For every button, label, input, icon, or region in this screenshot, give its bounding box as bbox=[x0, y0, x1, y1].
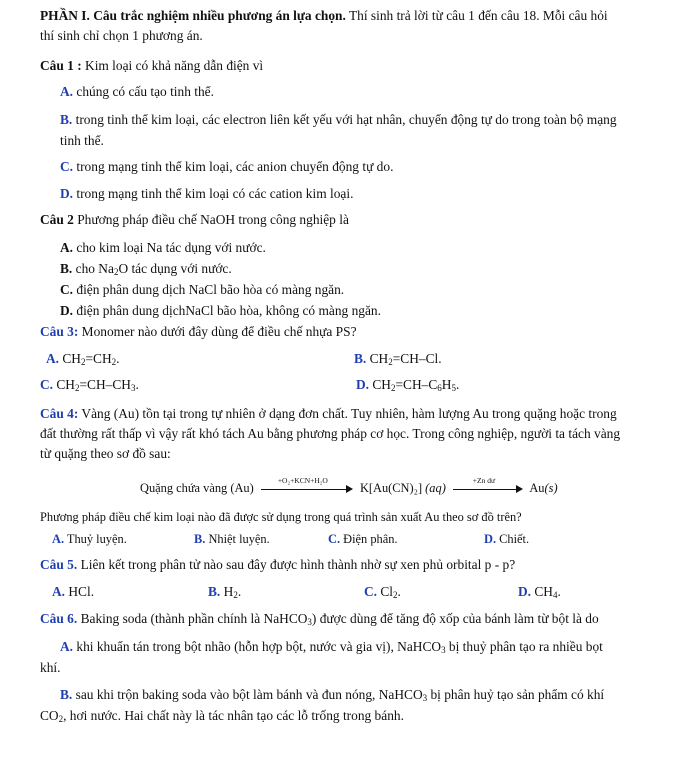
subscript: 2 bbox=[80, 357, 86, 367]
formula-part: . bbox=[135, 377, 139, 392]
q2-option-a-text: cho kim loại Na tác dụng với nước. bbox=[73, 240, 266, 255]
subscript: 2 bbox=[233, 590, 238, 600]
q2-option-b-text-end: O tác dụng với nước. bbox=[118, 261, 232, 276]
subscript: 2 bbox=[390, 383, 396, 393]
question-6 bbox=[40, 609, 660, 629]
q4-option-a-label: A. bbox=[52, 532, 65, 546]
subscript: 2 bbox=[74, 383, 80, 393]
q5-option-a[interactable] bbox=[52, 582, 94, 602]
formula-part: Cl bbox=[377, 584, 394, 599]
q3-option-b-label: B. bbox=[354, 351, 367, 366]
q4-option-a-text: Thuỷ luyện. bbox=[64, 532, 127, 546]
question-2-label: Câu 2 bbox=[40, 212, 74, 227]
subscript: 3 bbox=[422, 693, 428, 703]
formula-part: =CH–Cl. bbox=[392, 351, 442, 366]
section-intro-line2: thí sinh chỉ chọn 1 phương án. bbox=[40, 28, 203, 43]
q6-option-a-label: A. bbox=[60, 639, 74, 654]
q6-option-b-label: B. bbox=[60, 687, 73, 702]
question-5-label: Câu 5. bbox=[40, 557, 78, 572]
q1-option-c-text: trong mạng tinh thể kim loại, các anion chuyển động tự do. bbox=[73, 159, 394, 174]
formula-part: . bbox=[557, 584, 561, 599]
q5-option-a-label: A. bbox=[52, 584, 66, 599]
q5-option-d-label: D. bbox=[518, 584, 532, 599]
q4-option-d-label: D. bbox=[484, 532, 497, 546]
formula-part: H bbox=[220, 584, 234, 599]
formula-part: . bbox=[455, 377, 460, 392]
q4-option-b-label: B. bbox=[194, 532, 206, 546]
scheme-end-state: (s) bbox=[544, 481, 558, 495]
q6-option-b-text: sau khi trộn baking soda vào bột làm bánh và đun nóng, NaHCO bbox=[72, 687, 423, 702]
q2-option-d-text: điện phân dung dịchNaCl bão hòa, không có màng ngăn. bbox=[73, 303, 381, 318]
subscript: 2 bbox=[393, 590, 398, 600]
q5-option-c[interactable] bbox=[364, 582, 401, 602]
q3-option-d-label: D. bbox=[356, 377, 370, 392]
q1-option-c-label: C. bbox=[60, 159, 74, 174]
formula-part: CH bbox=[366, 351, 389, 366]
section-title: PHẦN I. Câu trắc nghiệm nhiều phương án lựa chọn. bbox=[40, 8, 346, 23]
q1-option-d-label: D. bbox=[60, 186, 74, 201]
q1-option-b-text: trong tinh thể kim loại, các electron liên kết yếu với hạt nhân, chuyển động tự do trong toàn bộ mạng bbox=[72, 112, 617, 127]
q2-option-a-label: A. bbox=[60, 240, 74, 255]
q2-option-b-label: B. bbox=[60, 261, 73, 276]
formula-part: =CH bbox=[85, 351, 112, 366]
q6-option-b-text-end: bị phân huỷ tạo sản phẩm có khí bbox=[427, 687, 605, 702]
formula-part: . bbox=[116, 351, 120, 366]
subscript: 4 bbox=[552, 590, 558, 600]
question-4-text: Vàng (Au) tồn tại trong tự nhiên ở dạng đơn chất. Tuy nhiên, hàm lượng Au trong quặng hoặc trong bbox=[78, 406, 617, 421]
scheme-mid-state: (aq) bbox=[422, 481, 446, 495]
formula-part: CH bbox=[53, 377, 75, 392]
question-2 bbox=[40, 210, 349, 230]
formula-part: CH bbox=[531, 584, 553, 599]
question-1-label: Câu 1 : bbox=[40, 58, 82, 73]
q3-option-d[interactable] bbox=[356, 375, 459, 395]
reaction-arrow-icon bbox=[261, 476, 353, 499]
q3-option-a[interactable] bbox=[46, 349, 120, 369]
question-4-line3: từ quặng theo sơ đồ sau: bbox=[40, 446, 171, 461]
q5-option-d[interactable] bbox=[518, 582, 561, 602]
q6-option-a-text-end: bị thuỷ phân tạo ra nhiều bọt bbox=[445, 639, 603, 654]
subscript: 2 bbox=[113, 267, 119, 277]
q2-option-b[interactable] bbox=[60, 259, 232, 279]
q4-option-d-text: Chiết. bbox=[496, 532, 530, 546]
question-6-text-end: ) được dùng để tăng độ xốp của bánh làm từ bột là do bbox=[311, 611, 599, 626]
formula-part: CH bbox=[59, 351, 81, 366]
q1-option-c[interactable] bbox=[60, 157, 393, 177]
q1-option-a-text: chúng có cấu tạo tinh thể. bbox=[73, 84, 214, 99]
q4-option-b[interactable] bbox=[194, 529, 270, 549]
question-2-text: Phương pháp điều chế NaOH trong công nghiệp là bbox=[73, 212, 349, 227]
q6-option-b-line2 bbox=[40, 706, 404, 726]
question-4 bbox=[40, 404, 660, 424]
q2-option-c-label: C. bbox=[60, 282, 74, 297]
q4-option-c-text: Điện phân. bbox=[340, 532, 398, 546]
question-4-line2: đất thường rất thấp vì vậy rất khó tách Au bằng phương pháp cơ học. Trong công nghiệp, người ta tách vàng bbox=[40, 426, 621, 441]
q2-option-c-text: điện phân dung dịch NaCl bão hòa có màng ngăn. bbox=[73, 282, 345, 297]
question-6-text: Baking soda (thành phần chính là NaHCO bbox=[77, 611, 308, 626]
question-4-label: Câu 4: bbox=[40, 406, 79, 421]
arrow-condition-2: +Zn dư bbox=[472, 476, 496, 486]
question-3-label: Câu 3: bbox=[40, 324, 79, 339]
q1-option-a-label: A. bbox=[60, 84, 74, 99]
q1-option-b-line2: tinh thể. bbox=[60, 133, 104, 148]
q2-option-d[interactable] bbox=[60, 301, 381, 321]
q3-option-a-label: A. bbox=[46, 351, 60, 366]
q1-option-b[interactable] bbox=[60, 110, 650, 130]
question-6-label: Câu 6. bbox=[40, 611, 78, 626]
formula-part: =CH–CH bbox=[79, 377, 131, 392]
q5-option-c-label: C. bbox=[364, 584, 378, 599]
q3-option-b[interactable] bbox=[354, 349, 442, 369]
scheme-mid: K[Au(CN)₂] bbox=[359, 481, 423, 495]
q4-option-a[interactable] bbox=[52, 529, 127, 549]
reaction-arrow-icon bbox=[453, 476, 523, 499]
q1-option-d-text: trong mạng tinh thể kim loại có các cation kim loại. bbox=[73, 186, 354, 201]
subscript: 3 bbox=[307, 617, 312, 627]
q4-option-d[interactable] bbox=[484, 529, 529, 549]
formula-part: . bbox=[237, 584, 242, 599]
subscript: 3 bbox=[130, 383, 136, 393]
q3-option-c-label: C. bbox=[40, 377, 54, 392]
q1-option-a[interactable] bbox=[60, 82, 214, 102]
scheme-end: Au bbox=[529, 481, 545, 495]
q6-option-b[interactable] bbox=[60, 685, 650, 705]
subscript: 5 bbox=[451, 383, 456, 393]
question-4-prompt: Phương pháp điều chế kim loại nào đã được sử dụng trong quá trình sản xuất Au theo sơ đồ trên? bbox=[40, 510, 522, 524]
q6-option-a[interactable] bbox=[60, 637, 650, 657]
q4-option-c[interactable] bbox=[328, 529, 398, 549]
q1-option-d[interactable] bbox=[60, 184, 353, 204]
subscript: 3 bbox=[441, 645, 446, 655]
reaction-scheme bbox=[140, 478, 558, 498]
subscript: 2 bbox=[388, 357, 393, 367]
subscript: 2 bbox=[58, 714, 64, 724]
subscript: 2 bbox=[111, 357, 117, 367]
question-1 bbox=[40, 56, 263, 76]
q6-option-a-text: khi khuẩn tán trong bột nhão (hỗn hợp bột, nước và gia vị), NaHCO bbox=[73, 639, 442, 654]
q4-option-c-label: C. bbox=[328, 532, 341, 546]
formula-part: CH bbox=[369, 377, 391, 392]
question-3 bbox=[40, 322, 357, 342]
q6-option-a-line2: khí. bbox=[40, 660, 61, 675]
q2-option-c[interactable] bbox=[60, 280, 344, 300]
formula-part: H bbox=[441, 377, 452, 392]
question-5-text: Liên kết trong phân tử nào sau đây được hình thành nhờ sự xen phủ orbital p - p? bbox=[77, 557, 516, 572]
arrow-condition-1: +O₂+KCN+H₂O bbox=[277, 476, 328, 486]
formula-part: CO bbox=[40, 708, 59, 723]
q5-option-a-text: HCl. bbox=[65, 584, 95, 599]
subscript: 6 bbox=[437, 383, 442, 393]
q2-option-d-label: D. bbox=[60, 303, 74, 318]
question-3-text: Monomer nào dưới đây dùng để điều chế nhựa PS? bbox=[78, 324, 357, 339]
section-header bbox=[40, 6, 660, 26]
q5-option-b-label: B. bbox=[208, 584, 221, 599]
formula-part: =CH–C bbox=[395, 377, 438, 392]
formula-part: . bbox=[397, 584, 401, 599]
q5-option-b[interactable] bbox=[208, 582, 241, 602]
q4-option-b-text: Nhiệt luyện. bbox=[205, 532, 270, 546]
question-1-text: Kim loại có khả năng dẫn điện vì bbox=[81, 58, 264, 73]
q6-option-b-line2-text: , hơi nước. Hai chất này là tác nhân tạo các lỗ trống trong bánh. bbox=[63, 708, 404, 723]
q1-option-b-label: B. bbox=[60, 112, 73, 127]
q2-option-a[interactable] bbox=[60, 238, 266, 258]
scheme-start: Quặng chứa vàng (Au) bbox=[140, 481, 254, 495]
section-intro: Thí sinh trả lời từ câu 1 đến câu 18. Mỗi câu hỏi bbox=[345, 8, 608, 23]
q3-option-c[interactable] bbox=[40, 375, 139, 395]
q2-option-b-text: cho Na bbox=[72, 261, 114, 276]
question-5 bbox=[40, 555, 515, 575]
